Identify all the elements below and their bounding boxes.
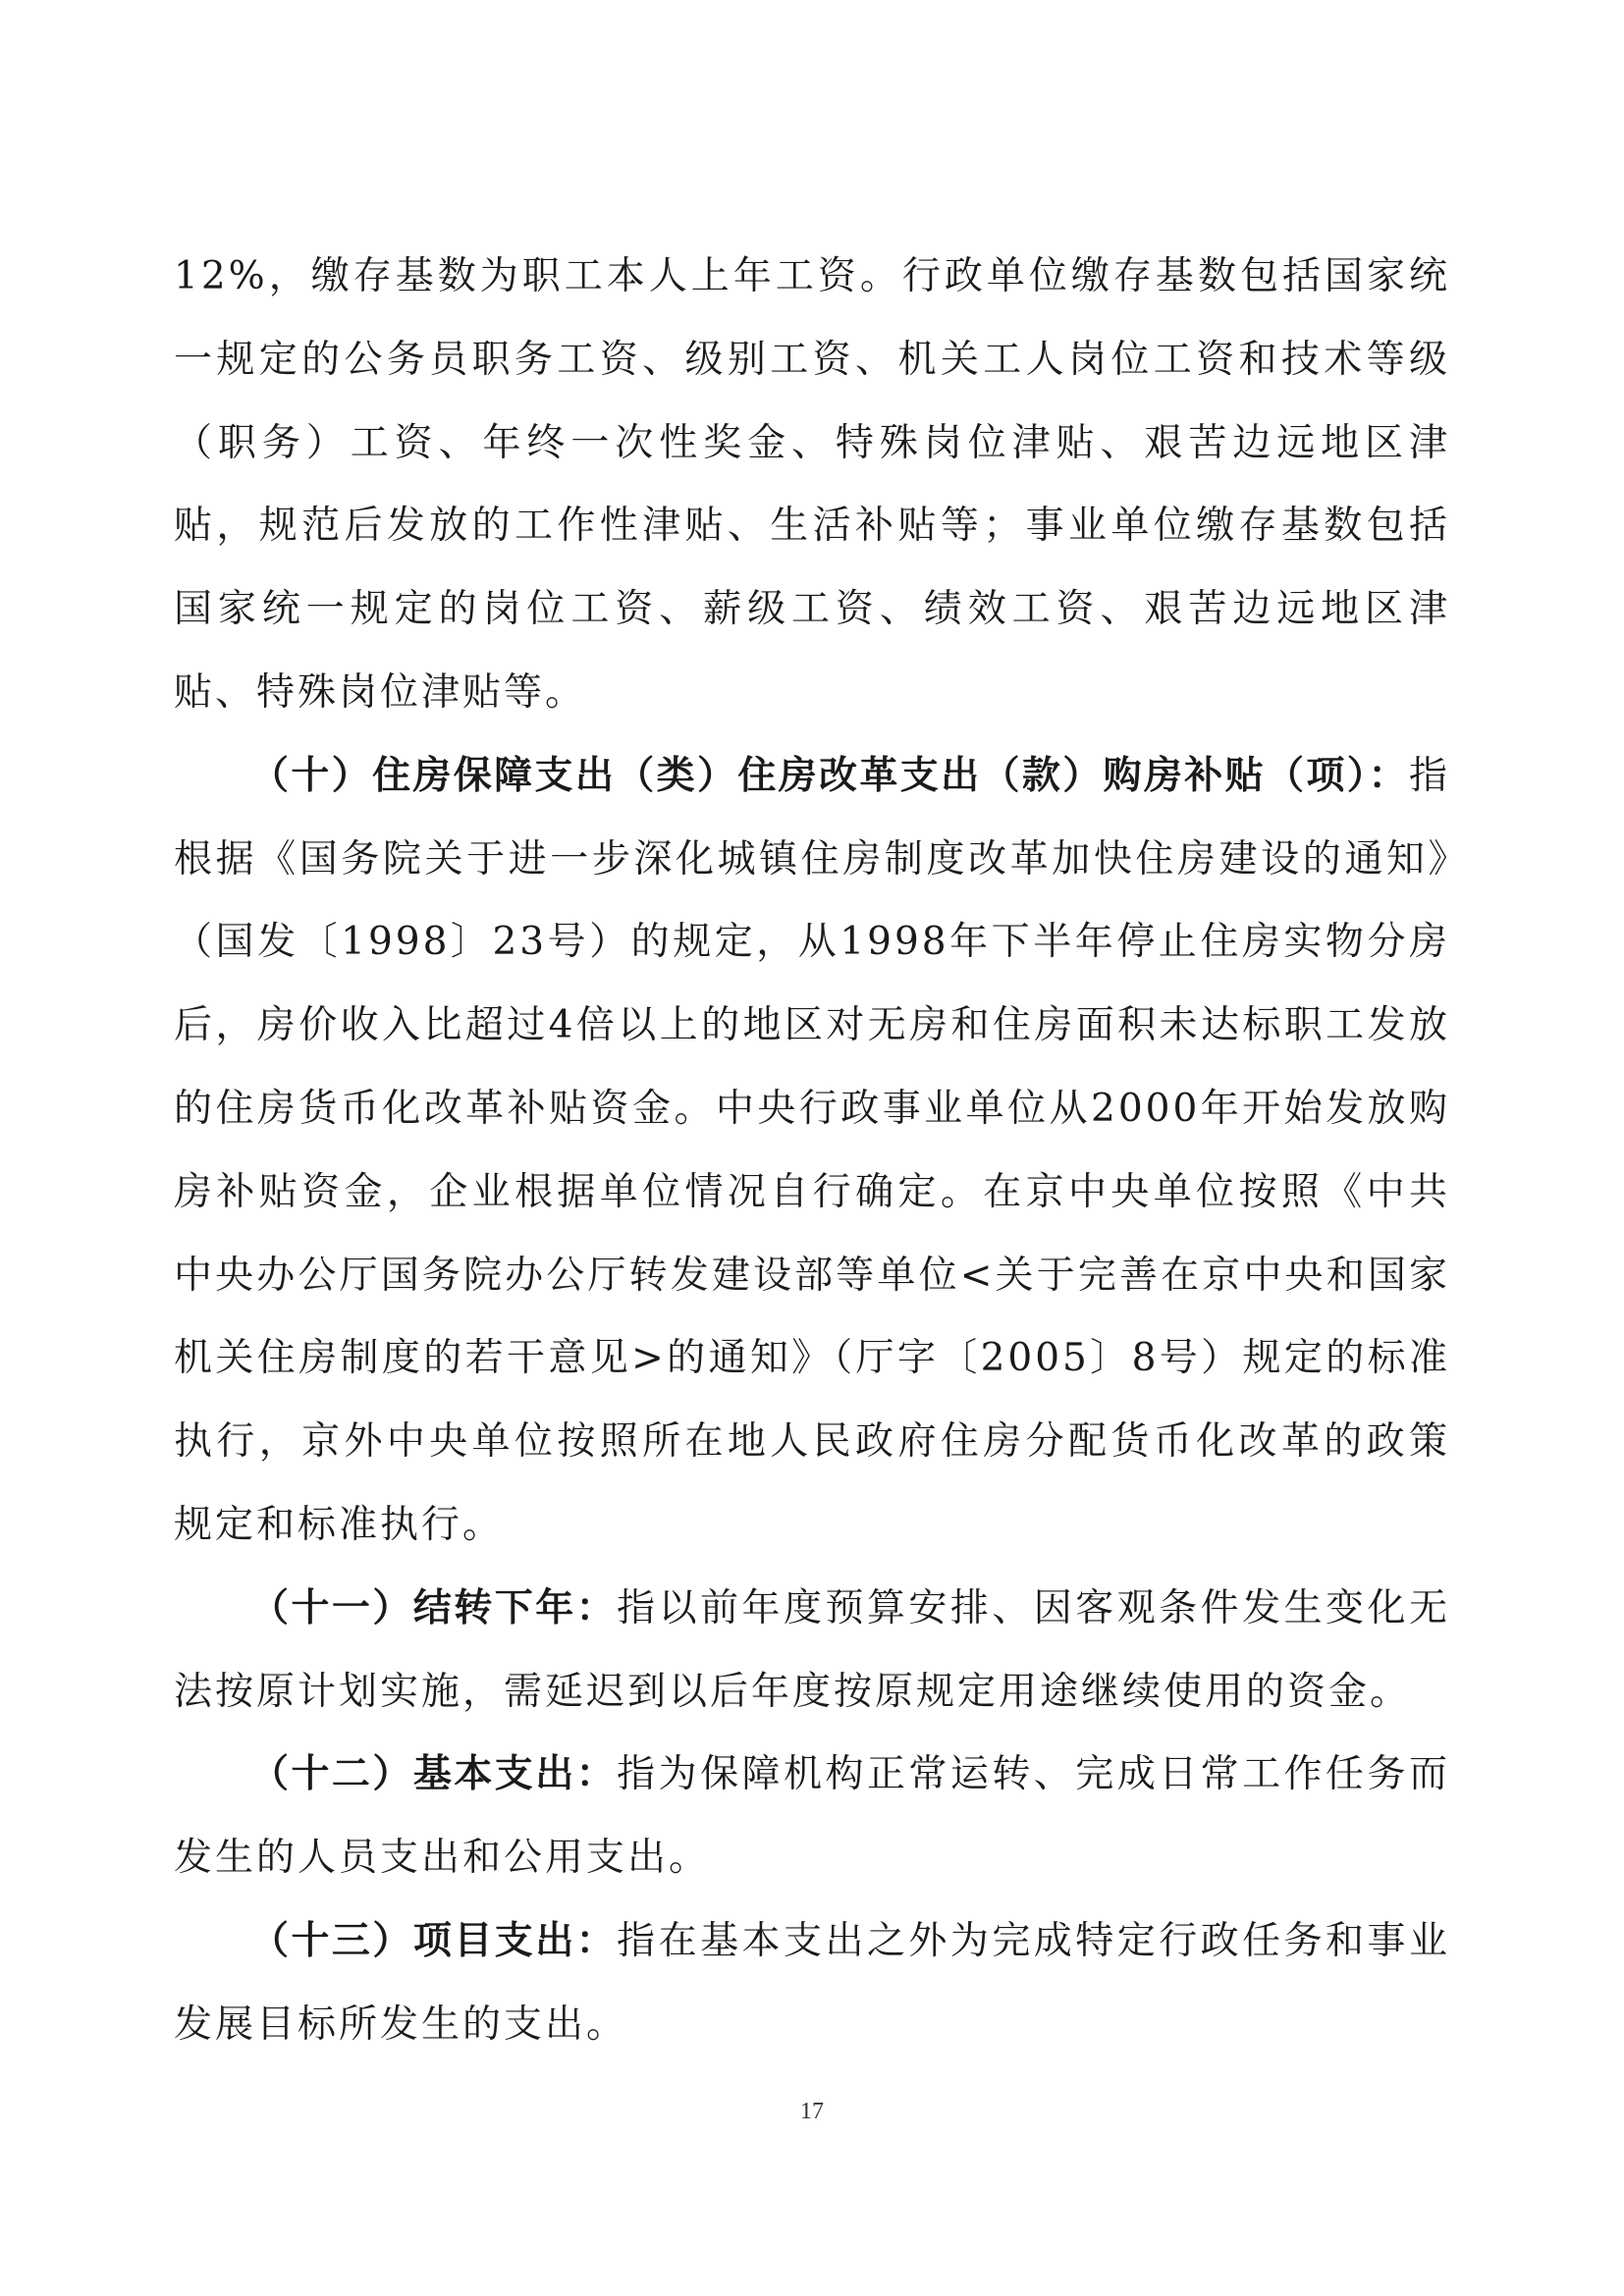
paragraph-housing-fund-continued [174, 236, 1450, 735]
paragraph-text: 指在基本支出之外为完成特定行政任务和事业发展目标所发生的支出。 [174, 1918, 1450, 2047]
term-heading: （十）住房保障支出（类）住房改革支出（款）购房补贴（项）： [250, 753, 1409, 798]
paragraph-housing-subsidy [174, 735, 1450, 1568]
paragraph-basic-expenditure [174, 1734, 1450, 1900]
paragraph-text: 指根据《国务院关于进一步深化城镇住房制度改革加快住房建设的通知》（国发〔1998〕23号）的规定，从1998年下半年停止住房实物分房后，房价收入比超过4倍以上的地区对无房和住房面积未达标职工发放的住房货币化改革补贴资金。中央行政事业单位从2000年开始发放购房补贴资金，企业根据单位情况自行确定。在京中央单位按照《中共中央办公厅国务院办公厅转发建设部等单位<关于完善在京中央和国家机关住房制度的若干意见>的通知》（厅字〔2005〕8号）规定的标准执行，京外中央单位按照所在地人民政府住房分配货币化改革的政策规定和标准执行。 [174, 753, 1450, 1547]
paragraph-carryover [174, 1568, 1450, 1735]
paragraph-text: 指以前年度预算安排、因客观条件发生变化无法按原计划实施，需延迟到以后年度按原规定用途继续使用的资金。 [174, 1585, 1450, 1714]
term-heading: （十一）结转下年： [250, 1585, 618, 1630]
page-number: 17 [800, 2099, 824, 2124]
paragraph-project-expenditure [174, 1900, 1450, 2067]
paragraph-text: 指为保障机构正常运转、完成日常工作任务而发生的人员支出和公用支出。 [174, 1752, 1450, 1881]
term-heading: （十三）项目支出： [250, 1918, 618, 1963]
paragraph-text: 12%，缴存基数为职工本人上年工资。行政单位缴存基数包括国家统一规定的公务员职务工资、级别工资、机关工人岗位工资和技术等级（职务）工资、年终一次性奖金、特殊岗位津贴、艰苦边远地区津贴，规范后发放的工作性津贴、生活补贴等；事业单位缴存基数包括国家统一规定的岗位工资、薪级工资、绩效工资、艰苦边远地区津贴、特殊岗位津贴等。 [174, 254, 1450, 715]
document-body [174, 236, 1450, 2067]
term-heading: （十二）基本支出： [250, 1752, 618, 1797]
